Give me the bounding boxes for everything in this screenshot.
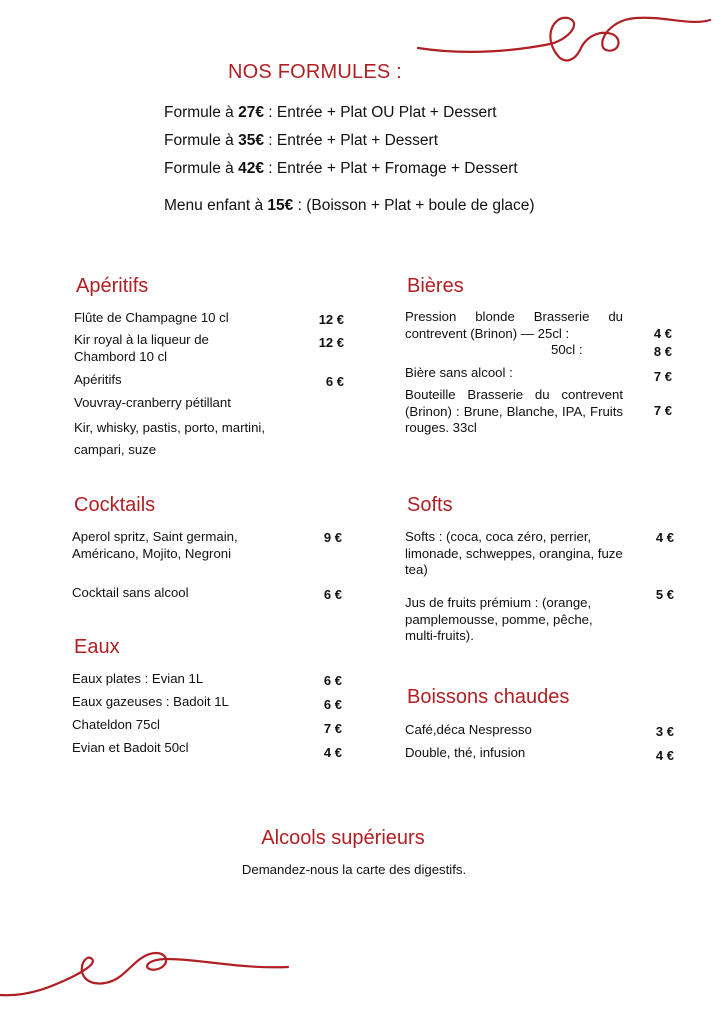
item-price: 6 € xyxy=(323,673,342,688)
menu-item: Chateldon 75cl xyxy=(72,717,160,732)
menu-item: Café,déca Nespresso xyxy=(405,722,532,737)
item-price: 3 € xyxy=(655,724,674,739)
item-price: 8 € xyxy=(653,344,672,359)
item-price: 7 € xyxy=(323,721,342,736)
menu-item: Cocktail sans alcool xyxy=(72,585,189,600)
bottom-flourish xyxy=(0,945,300,1005)
menu-item: Softs : (coca, coca zéro, perrier, limonade, schweppes, orangina, fuze tea) xyxy=(405,529,623,577)
menu-item: Bière sans alcool : xyxy=(405,365,513,380)
menu-item: Double, thé, infusion xyxy=(405,745,526,760)
item-price: 7 € xyxy=(653,403,672,418)
item-price: 9 € xyxy=(323,530,342,545)
item-price: 4 € xyxy=(653,326,672,341)
alcools-subtitle: Demandez-nous la carte des digestifs. xyxy=(241,862,467,877)
formule-line: Formule à 27€ : Entrée + Plat OU Plat + Dessert xyxy=(164,104,497,121)
section-title-bieres: Bières xyxy=(407,275,464,297)
section-title-aperitifs: Apéritifs xyxy=(76,275,149,297)
item-price: 12 € xyxy=(318,335,344,350)
menu-item: Vouvray-cranberry pétillant xyxy=(74,395,231,410)
item-price: 12 € xyxy=(318,312,344,327)
item-price: 7 € xyxy=(653,369,672,384)
formules-title: NOS FORMULES : xyxy=(228,61,402,83)
section-title-cocktails: Cocktails xyxy=(74,494,156,516)
section-title-alcools: Alcools supérieurs xyxy=(261,827,425,849)
menu-item: Apéritifs xyxy=(74,372,122,387)
item-price: 6 € xyxy=(323,587,342,602)
item-price: 6 € xyxy=(325,374,344,389)
menu-item: Bouteille Brasserie du contrevent (Brinon) : Brune, Blanche, IPA, Fruits rouges. 33cl xyxy=(405,387,623,435)
section-title-eaux: Eaux xyxy=(74,636,120,658)
item-price: 4 € xyxy=(655,748,674,763)
section-title-boissons-chaudes: Boissons chaudes xyxy=(407,686,570,708)
menu-item: Aperol spritz, Saint germain, Américano, Mojito, Negroni xyxy=(72,529,238,561)
menu-item: Kir royal à la liqueur de Chambord 10 cl xyxy=(74,332,209,364)
item-price: 6 € xyxy=(323,697,342,712)
menu-item: 50cl : xyxy=(551,342,583,357)
formule-line: Formule à 42€ : Entrée + Plat + Fromage + Dessert xyxy=(164,160,518,177)
menu-item: Flûte de Champagne 10 cl xyxy=(74,310,229,325)
section-title-softs: Softs xyxy=(407,494,453,516)
item-price: 5 € xyxy=(655,587,674,602)
menu-enfant-line: Menu enfant à 15€ : (Boisson + Plat + boule de glace) xyxy=(164,197,535,214)
menu-item: Kir, whisky, pastis, porto, martini, campari, suze xyxy=(74,420,266,457)
formule-line: Formule à 35€ : Entrée + Plat + Dessert xyxy=(164,132,438,149)
menu-item: Pression blonde Brasserie du contrevent (Brinon) — 25cl : xyxy=(405,309,623,341)
menu-item: Eaux plates : Evian 1L xyxy=(72,671,204,686)
menu-item: Evian et Badoit 50cl xyxy=(72,740,189,755)
item-price: 4 € xyxy=(323,745,342,760)
item-price: 4 € xyxy=(655,530,674,545)
top-flourish xyxy=(410,6,720,66)
menu-item: Jus de fruits prémium : (orange, pamplemousse, pomme, pêche, multi-fruits). xyxy=(405,595,593,643)
menu-item: Eaux gazeuses : Badoit 1L xyxy=(72,694,229,709)
